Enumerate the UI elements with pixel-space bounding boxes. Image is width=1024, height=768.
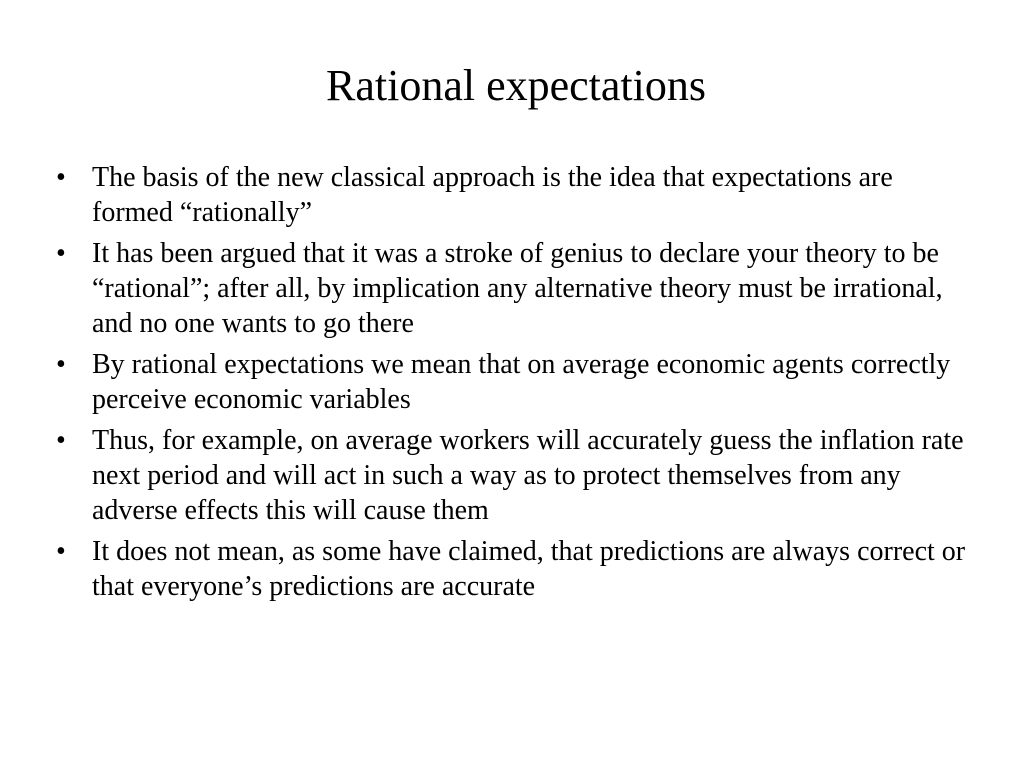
- bullet-icon: •: [56, 238, 66, 269]
- bullet-icon: •: [56, 349, 66, 380]
- slide-title: Rational expectations: [326, 61, 706, 110]
- bullet-item: [56, 347, 976, 417]
- bullet-text: By rational expectations we mean that on average economic agents correctly perceive economic variables: [92, 349, 951, 415]
- bullet-text: The basis of the new classical approach is the idea that expectations are formed “rationally”: [92, 162, 893, 228]
- bullet-item: [56, 534, 976, 604]
- bullet-icon: •: [56, 162, 66, 193]
- bullet-list: [56, 160, 976, 610]
- bullet-text: Thus, for example, on average workers will accurately guess the inflation rate next period and will act in such a way as to protect themselves from any adverse effects this will cause them: [92, 425, 964, 526]
- bullet-icon: •: [56, 536, 66, 567]
- bullet-icon: •: [56, 425, 66, 456]
- bullet-item: [56, 236, 976, 341]
- bullet-item: [56, 423, 976, 528]
- bullet-item: [56, 160, 976, 230]
- bullet-text: It does not mean, as some have claimed, that predictions are always correct or that everyone’s predictions are accurate: [92, 536, 966, 602]
- bullet-text: It has been argued that it was a stroke of genius to declare your theory to be “rational”; after all, by implication any alternative theory must be irrational, and no one wants to go there: [92, 238, 943, 339]
